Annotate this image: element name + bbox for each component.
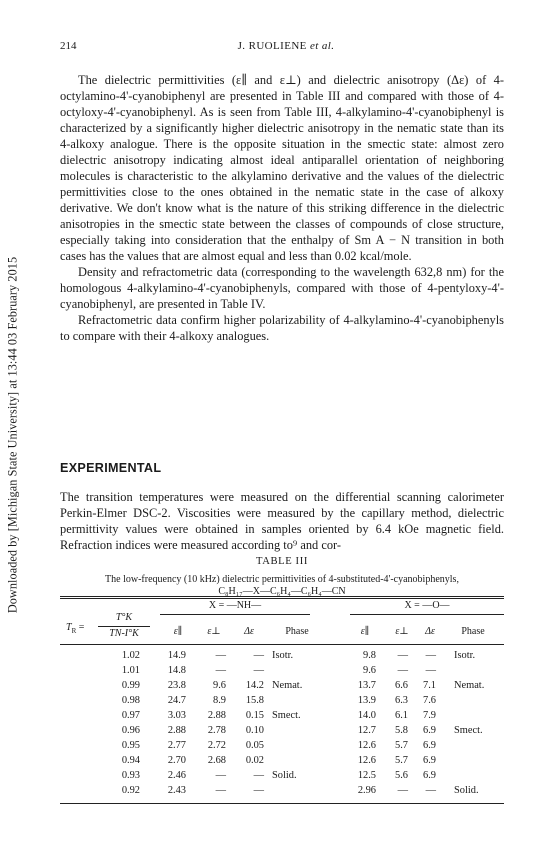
table-row-tr-value: 1.01 bbox=[121, 665, 140, 676]
col-header: ε∥ bbox=[360, 626, 370, 637]
running-head-suffix: et al. bbox=[309, 40, 335, 52]
table-cell: 12.6 bbox=[357, 755, 376, 766]
section-title: EXPERIMENTAL bbox=[60, 461, 162, 475]
table-cell: — bbox=[215, 650, 226, 661]
col-header: Δε bbox=[425, 626, 435, 637]
table-top-rule-2 bbox=[60, 598, 504, 599]
table-cell: 0.10 bbox=[245, 725, 264, 736]
table-cell: 2.78 bbox=[207, 725, 226, 736]
experimental-text bbox=[60, 489, 504, 553]
table-cell: 2.88 bbox=[167, 725, 186, 736]
table-cell: 12.5 bbox=[357, 770, 376, 781]
table-cell: — bbox=[397, 650, 408, 661]
table-cell: Isotr. bbox=[272, 650, 294, 661]
group-header-nh: X = —NH— bbox=[208, 600, 262, 611]
col-header: ε∥ bbox=[173, 626, 183, 637]
table-cell: 2.72 bbox=[207, 740, 226, 751]
table-cell: 14.2 bbox=[245, 680, 264, 691]
table-cell: 14.9 bbox=[167, 650, 186, 661]
fraction-denominator: TN-I°K bbox=[109, 628, 139, 639]
paragraph-dielectric: The dielectric permittivities (ε∥ and ε⊥) and dielectric anisotropy (Δε) of 4-octylamino-4'-cyanobiphenyl are presented in Table III and compared with those of 4-octyloxy-4'-cyanobiphenyl. As is seen from Table III, 4-alkylamino-4'-cyanobiphenyl is characterized by a significantly higher dielectric anisotropy in the nematic state than its 4-alkoxy analogue. There is the opposite situation in the smectic state: almost zero dielectric anisotropy indicating almost ideal antiparallel orientation of neighboring molecules is characteristic to the alkylamino derivative and the values of the dielectric permittivities close to the ones obtained in the nematic state in the case of alkoxy derivative. We don't know what is the nature of this striking difference in the dielectric anisotropies in the smectic state between the classes of compounds of close structure, especially taking into consideration that the enthalpy of Sm A − N transition in both cases has the values that are almost equal and less than 0.02 kcal/mole. bbox=[60, 73, 504, 263]
data-table bbox=[60, 596, 504, 806]
col-header: ε⊥ bbox=[395, 626, 409, 637]
table-row-tr-value: 0.99 bbox=[121, 680, 140, 691]
table-cell: 13.9 bbox=[357, 695, 376, 706]
table-cell: 6.9 bbox=[423, 725, 436, 736]
table-cell: 5.7 bbox=[395, 755, 408, 766]
table-cell: — bbox=[215, 665, 226, 676]
fraction-numerator: T°K bbox=[115, 612, 133, 623]
col-header: Phase bbox=[285, 626, 309, 637]
page-header bbox=[60, 40, 512, 56]
table-row-tr-value: 1.02 bbox=[121, 650, 140, 661]
page-number: 214 bbox=[60, 40, 77, 52]
tr-equals: = bbox=[76, 622, 85, 633]
table-row-tr-value: 0.92 bbox=[121, 785, 140, 796]
table-caption bbox=[60, 574, 504, 598]
table-cell: 5.6 bbox=[395, 770, 408, 781]
table-cell: — bbox=[215, 785, 226, 796]
table-cell: 6.9 bbox=[423, 755, 436, 766]
table-cell: 7.1 bbox=[423, 680, 436, 691]
table-cell: 3.03 bbox=[167, 710, 186, 721]
table-cell: 9.6 bbox=[363, 665, 376, 676]
tr-symbol: T bbox=[66, 622, 72, 633]
table-cell: 9.6 bbox=[213, 680, 226, 691]
fraction-bar bbox=[98, 626, 150, 627]
paragraph-experimental: The transition temperatures were measured on the differential scanning calorimeter Perkin-Elmer DSC-2. Viscosities were measured by the capillary method, dielectric permittivity values were obtained in samples oriented by 6.4 kOe magnetic field. Refraction indices were measured according to⁹ and cor- bbox=[60, 490, 504, 552]
table-cell: 9.8 bbox=[363, 650, 376, 661]
table-cell: — bbox=[397, 785, 408, 796]
table-cell: 23.8 bbox=[167, 680, 186, 691]
table-cell: Isotr. bbox=[454, 650, 476, 661]
table-row-tr-value: 0.95 bbox=[121, 740, 140, 751]
table-cell: — bbox=[425, 665, 436, 676]
group-header-o: X = —O— bbox=[404, 600, 450, 611]
table-cell: 5.8 bbox=[395, 725, 408, 736]
table-top-rule bbox=[60, 596, 504, 597]
table-caption-line1: The low-frequency (10 kHz) dielectric permittivities of 4-substituted-4'-cyanobiphenyls, bbox=[105, 574, 459, 585]
tr-label bbox=[66, 622, 84, 635]
table-cell: 14.0 bbox=[357, 710, 376, 721]
download-watermark bbox=[6, 230, 20, 640]
table-cell: — bbox=[253, 665, 264, 676]
table-label: TABLE III bbox=[256, 556, 308, 567]
col-header: Phase bbox=[461, 626, 485, 637]
table-cell: 2.68 bbox=[207, 755, 226, 766]
table-cell: Nemat. bbox=[272, 680, 303, 691]
running-head bbox=[60, 40, 512, 52]
table-cell: 2.46 bbox=[167, 770, 186, 781]
table-cell: Solid. bbox=[454, 785, 479, 796]
table-cell: 6.9 bbox=[423, 740, 436, 751]
tr-subscript: R bbox=[71, 627, 77, 635]
table-cell: — bbox=[253, 650, 264, 661]
table-cell: — bbox=[253, 770, 264, 781]
col-header: Δε bbox=[244, 626, 254, 637]
table-cell: 6.6 bbox=[395, 680, 408, 691]
table-cell: 13.7 bbox=[357, 680, 376, 691]
group-rule-nh bbox=[160, 614, 310, 615]
paragraph-refractometric: Refractometric data confirm higher polarizability of 4-alkylamino-4'-cyanobiphenyls to compare with their 4-alkoxy analogues. bbox=[60, 313, 504, 343]
table-cell: 2.96 bbox=[357, 785, 376, 796]
table-cell: — bbox=[425, 785, 436, 796]
paragraph-density: Density and refractometric data (corresponding to the wavelength 632,8 nm) for the homologous 4-alkylamino-4'-cyanobiphenyls, compared with those of 4-pentyloxy-4'-cyanobiphenyl, are presented in Table IV. bbox=[60, 265, 504, 311]
table-cell: 6.9 bbox=[423, 770, 436, 781]
table-cell: — bbox=[397, 665, 408, 676]
table-cell: — bbox=[425, 650, 436, 661]
table-cell: 2.70 bbox=[167, 755, 186, 766]
table-cell: Smect. bbox=[272, 710, 301, 721]
col-header: ε⊥ bbox=[207, 626, 221, 637]
download-watermark-text: Downloaded by [Michigan State University] at 13:44 03 February 2015 bbox=[5, 256, 20, 614]
table-row-tr-value: 0.93 bbox=[121, 770, 140, 781]
table-cell: 12.6 bbox=[357, 740, 376, 751]
table-cell: Solid. bbox=[272, 770, 297, 781]
table-cell: 8.9 bbox=[213, 695, 226, 706]
table-cell: — bbox=[215, 770, 226, 781]
table-row-tr-value: 0.97 bbox=[121, 710, 140, 721]
table-cell: 2.88 bbox=[207, 710, 226, 721]
table-cell: 24.7 bbox=[167, 695, 186, 706]
table-cell: Smect. bbox=[454, 725, 483, 736]
table-cell: 0.15 bbox=[245, 710, 264, 721]
table-cell: Nemat. bbox=[454, 680, 485, 691]
running-head-authors: J. RUOLIENE bbox=[237, 40, 307, 52]
table-cell: 2.43 bbox=[167, 785, 186, 796]
table-caption-line2: C₈H₁₇—X—C₆H₄—C₆H₄—CN bbox=[218, 586, 346, 597]
table-cell: 0.02 bbox=[245, 755, 264, 766]
group-rule-o bbox=[350, 614, 504, 615]
table-cell: 7.9 bbox=[423, 710, 436, 721]
table-cell: 7.6 bbox=[423, 695, 436, 706]
table-row-tr-value: 0.96 bbox=[121, 725, 140, 736]
table-cell: 0.05 bbox=[245, 740, 264, 751]
table-cell: 6.3 bbox=[395, 695, 408, 706]
table-cell: 6.1 bbox=[395, 710, 408, 721]
table-row-tr-value: 0.94 bbox=[121, 755, 140, 766]
body-text bbox=[60, 72, 504, 344]
table-cell: 15.8 bbox=[245, 695, 264, 706]
header-rule bbox=[60, 644, 504, 645]
table-cell: 5.7 bbox=[395, 740, 408, 751]
table-bottom-rule bbox=[60, 803, 504, 804]
table-cell: 2.77 bbox=[167, 740, 186, 751]
table-cell: 14.8 bbox=[167, 665, 186, 676]
table-cell: 12.7 bbox=[357, 725, 376, 736]
table-cell: — bbox=[253, 785, 264, 796]
table-row-tr-value: 0.98 bbox=[121, 695, 140, 706]
